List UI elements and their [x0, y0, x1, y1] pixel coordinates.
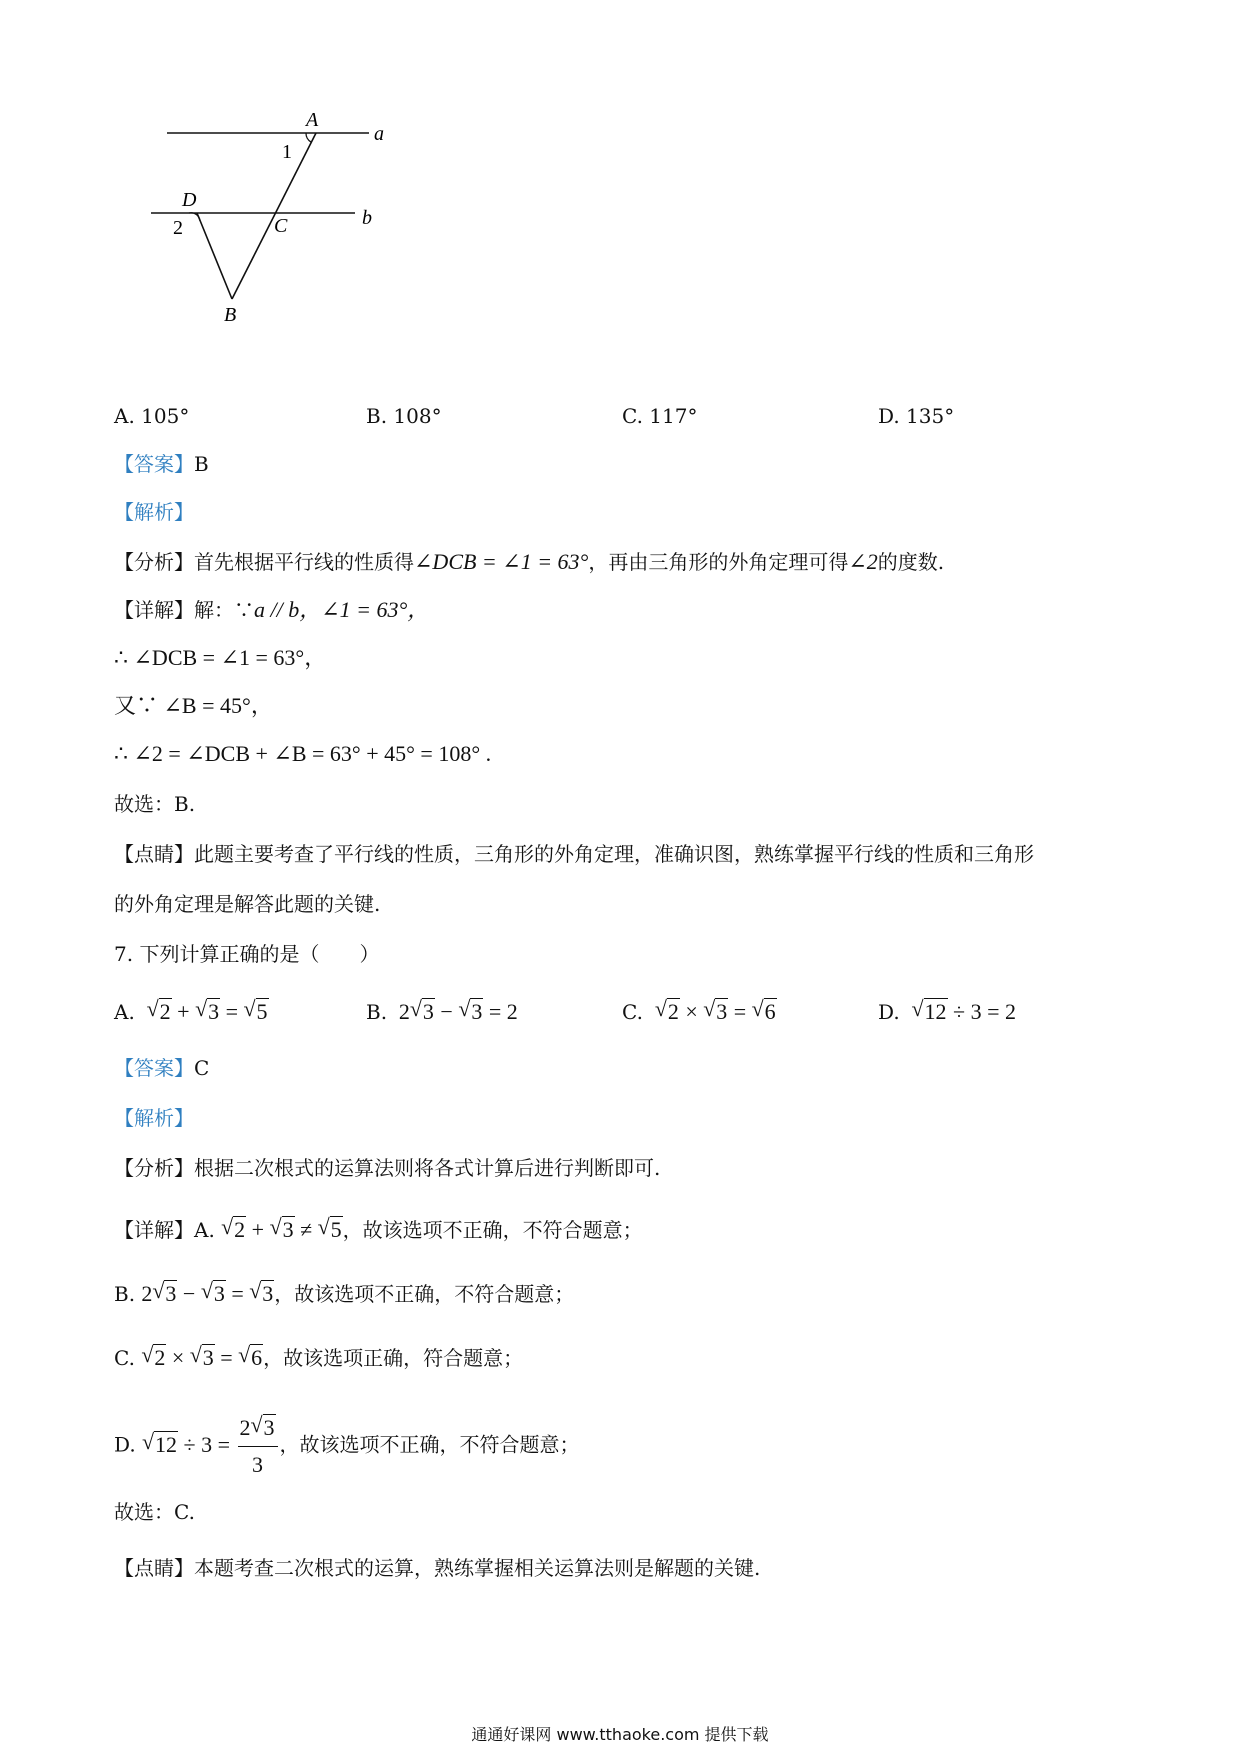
answer-tag: 【答案】: [114, 1056, 194, 1080]
label-B: B: [224, 304, 237, 326]
detail-text: ，故该选项不正确，不符合题意；: [279, 1432, 580, 1457]
detail-tag: 【详解】: [114, 598, 194, 622]
fraction: $\frac{2√ 3}{3}$: [238, 1410, 278, 1483]
detail-math: a // b，∠1 = 63°，: [254, 597, 430, 622]
label-A: A: [306, 110, 319, 131]
q6-detail-line4: ∴ ∠2 = ∠DCB + ∠B = 63° + 45° = 108° .: [114, 741, 492, 766]
geometry-figure: [140, 110, 440, 340]
analysis-text: 首先根据平行线的性质得: [194, 550, 414, 574]
q7-answer: [114, 1056, 209, 1080]
q6-option-b: B. 108°: [366, 404, 442, 428]
q6-option-c: C. 117°: [622, 404, 698, 428]
page-footer: 通通好课网 www.tthaoke.com 提供下载: [471, 1725, 769, 1744]
q7-detail-a: 【详解】A. √ 2 + √ 3 ≠ √ 5，故该选项不正确，不符合题意；: [114, 1218, 643, 1242]
q6-comment-line1: [114, 842, 1034, 866]
q7-option-d: D. √ 12 ÷ 3 = 2: [878, 1000, 1016, 1024]
option-label: D.: [878, 1000, 900, 1024]
q6-detail-line1: [114, 598, 429, 622]
analysis-text-mid: ，再由三角形的外角定理可得: [588, 550, 849, 574]
q6-option-d: D. 135°: [878, 404, 955, 428]
label-C: C: [274, 215, 288, 237]
option-label: B.: [366, 1000, 388, 1024]
q6-option-a: A. 105°: [114, 404, 190, 428]
answer-value: B: [194, 452, 209, 476]
q7-option-a: A. √ 2 + √ 3 = √ 5: [114, 1000, 269, 1024]
q6-jiexi-tag: 【解析】: [114, 500, 194, 524]
comment-tag: 【点睛】: [114, 1556, 194, 1580]
q7-comment: [114, 1556, 760, 1580]
q6-analysis: [114, 550, 944, 574]
option-label: A.: [114, 1000, 135, 1024]
q7-analysis: [114, 1156, 660, 1180]
label-1: 1: [282, 141, 292, 163]
q7-option-b: B. 2√ 3 − √ 3 = 2: [366, 1000, 518, 1024]
detail-tag: 【详解】: [114, 1218, 194, 1242]
analysis-text-end: 的度数.: [877, 550, 945, 574]
detail-prefix: D.: [114, 1432, 136, 1457]
detail-prefix: B.: [114, 1282, 136, 1306]
label-D: D: [182, 189, 197, 211]
q6-detail-line3: 又∵ ∠B = 45°，: [114, 693, 273, 718]
answer-value: C: [194, 1056, 210, 1080]
q7-detail-b: B. 2√ 3 − √ 3 = √ 3，故该选项不正确，不符合题意；: [114, 1282, 574, 1306]
label-b: b: [362, 207, 372, 229]
segment-db: [197, 213, 232, 299]
comment-text: 本题考查二次根式的运算，熟练掌握相关运算法则是解题的关键.: [194, 1556, 761, 1580]
q6-comment-line2: 的外角定理是解答此题的关键.: [114, 892, 381, 916]
label-a: a: [374, 123, 384, 145]
comment-tag: 【点睛】: [114, 842, 194, 866]
q7-choose: 故选：C.: [114, 1500, 195, 1524]
q7-detail-c: C. √ 2 × √ 3 = √ 6，故该选项正确，符合题意；: [114, 1346, 523, 1370]
angle-2-arc: [189, 213, 200, 221]
answer-tag: 【答案】: [114, 452, 194, 476]
detail-prefix: C.: [114, 1346, 135, 1370]
analysis-tag: 【分析】: [114, 550, 194, 574]
q6-choose: 故选：B.: [114, 792, 196, 816]
comment-text: 此题主要考查了平行线的性质，三角形的外角定理，准确识图，熟练掌握平行线的性质和三角形: [194, 842, 1034, 866]
detail-prefix: A.: [194, 1218, 215, 1242]
q7-option-c: C. √ 2 × √ 3 = √ 6: [622, 1000, 777, 1024]
angle-1-arc: [306, 133, 311, 142]
q6-answer: [114, 452, 209, 476]
detail-text: 解：∵: [194, 598, 254, 622]
q7-jiexi-tag: 【解析】: [114, 1106, 194, 1130]
q7-detail-d: D. √ 12 ÷ 3 = $\frac{2√ 3}{3}$ ，故该选项不正确，不符合题意；: [114, 1410, 580, 1483]
analysis-math: ∠DCB = ∠1 = 63°: [414, 549, 589, 574]
analysis-math-2: ∠2: [848, 549, 878, 574]
q6-detail-line2: ∴ ∠DCB = ∠1 = 63°，: [114, 645, 327, 670]
analysis-text: 根据二次根式的运算法则将各式计算后进行判断即可.: [194, 1156, 661, 1180]
label-2: 2: [173, 217, 183, 239]
detail-text: ，故该选项正确，符合题意；: [263, 1346, 524, 1370]
detail-text: ，故该选项不正确，不符合题意；: [274, 1282, 575, 1306]
analysis-tag: 【分析】: [114, 1156, 194, 1180]
detail-text: ，故该选项不正确，不符合题意；: [342, 1218, 643, 1242]
option-label: C.: [622, 1000, 643, 1024]
q7-stem: 7. 下列计算正确的是（ ）: [114, 942, 380, 966]
